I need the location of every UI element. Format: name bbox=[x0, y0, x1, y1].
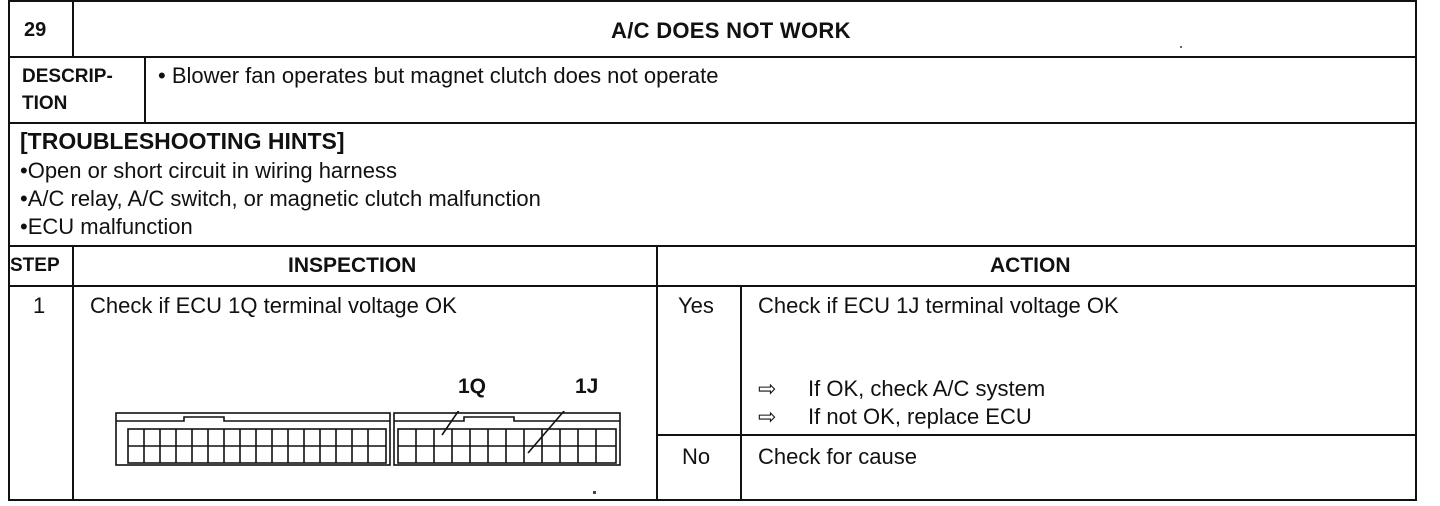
rule-description-label bbox=[144, 57, 146, 123]
action-subitem-not-ok bbox=[758, 404, 1032, 430]
rule-step-column bbox=[72, 246, 74, 501]
procedure-title: A/C DOES NOT WORK bbox=[611, 18, 851, 43]
action-no-text: Check for cause bbox=[758, 444, 917, 469]
action-subitem-ok bbox=[758, 376, 1045, 402]
hint-item: •Open or short circuit in wiring harness bbox=[20, 158, 397, 183]
rule-between-yes-no bbox=[658, 434, 1417, 436]
inspection-text: Check if ECU 1Q terminal voltage OK bbox=[90, 293, 457, 318]
action-yes-text: Check if ECU 1J terminal voltage OK bbox=[758, 293, 1119, 318]
description-label-line1: DESCRIP- bbox=[22, 66, 113, 87]
subitem-text: If OK, check A/C system bbox=[808, 376, 1046, 401]
description-label-line2: TION bbox=[22, 93, 68, 114]
description-text: • Blower fan operates but magnet clutch does not operate bbox=[158, 63, 719, 88]
procedure-number: 29 bbox=[24, 19, 47, 41]
rule-under-hints bbox=[8, 245, 1417, 247]
speck-mark bbox=[593, 491, 596, 494]
hollow-right-arrow-icon: ⇨ bbox=[758, 376, 777, 401]
rule-inspection-column bbox=[656, 246, 658, 501]
column-header-step: STEP bbox=[10, 255, 60, 276]
subitem-text: If not OK, replace ECU bbox=[808, 404, 1032, 429]
rule-number-cell bbox=[72, 0, 74, 57]
column-header-action: ACTION bbox=[990, 254, 1071, 277]
step-number: 1 bbox=[33, 293, 46, 318]
terminal-label-1q: 1Q bbox=[458, 375, 487, 398]
rule-answer-column bbox=[740, 286, 742, 501]
column-header-inspection: INSPECTION bbox=[288, 254, 417, 277]
rule-under-column-headers bbox=[8, 285, 1417, 287]
speck-mark bbox=[1180, 46, 1182, 48]
hint-item: •A/C relay, A/C switch, or magnetic clutch malfunction bbox=[20, 186, 541, 211]
answer-no: No bbox=[682, 444, 711, 469]
hint-item: •ECU malfunction bbox=[20, 214, 193, 239]
rule-under-description bbox=[8, 122, 1417, 124]
rule-under-title bbox=[8, 56, 1417, 58]
ecu-connector-diagram bbox=[114, 411, 622, 467]
hollow-right-arrow-icon: ⇨ bbox=[758, 404, 777, 429]
answer-yes: Yes bbox=[678, 293, 714, 318]
terminal-label-1j: 1J bbox=[575, 375, 599, 398]
hints-heading: [TROUBLESHOOTING HINTS] bbox=[20, 128, 345, 154]
